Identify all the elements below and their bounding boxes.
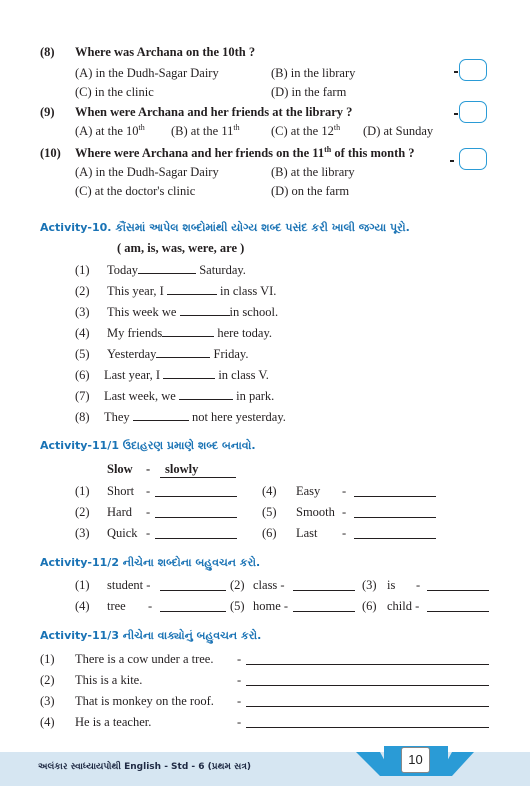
- a10-item-1: (1): [75, 263, 90, 277]
- a11-1-item-3-num: (3): [75, 526, 90, 540]
- a11-2-item-2-blank[interactable]: [293, 590, 355, 591]
- a11-1-item-5-word: Smooth: [296, 505, 335, 519]
- q10-text: Where were Archana and her friends on the 11th of this month ?: [75, 144, 415, 160]
- page-number: 10: [401, 747, 430, 773]
- dash: -: [342, 505, 347, 519]
- a11-1-example-word: Slow: [107, 462, 133, 476]
- a11-2-item-6-word: child -: [387, 599, 420, 613]
- a11-1-item-6-word: Last: [296, 526, 318, 540]
- q9-option-c: (C) at the 12th: [271, 122, 341, 138]
- a11-1-item-4-num: (4): [262, 484, 277, 498]
- activity10-title: Activity-10. કૌંસમાં આપેલ શબ્દોમાંથી યોગ્ય શબ્દ પસંદ કરી ખાલી જગ્યા પૂરો.: [40, 221, 410, 234]
- q8-option-b: (B) in the library: [271, 66, 356, 80]
- dash: -: [342, 526, 347, 540]
- blank[interactable]: [179, 389, 233, 400]
- a11-2-item-1-num: (1): [75, 578, 90, 592]
- a11-2-item-3-word: is: [387, 578, 396, 592]
- a11-2-item-4-num: (4): [75, 599, 90, 613]
- a11-2-item-4-blank[interactable]: [160, 611, 226, 612]
- activity11-1-title: Activity-11/1 ઉદાહરણ પ્રમાણે શબ્દ બનાવો.: [40, 439, 256, 452]
- footer-text: અલંકાર સ્વાધ્યાયપોથી English - Std - 6 (પ્રથમ સત્ર): [38, 762, 251, 772]
- a10-item-7: (7): [75, 389, 90, 403]
- a11-2-item-1-blank[interactable]: [160, 590, 226, 591]
- dash: -: [237, 715, 242, 729]
- a11-2-item-5-blank[interactable]: [293, 611, 355, 612]
- a11-2-item-3-blank[interactable]: [427, 590, 489, 591]
- a11-3-item-2-num: (2): [40, 673, 55, 687]
- q10-answer-box[interactable]: [459, 148, 487, 170]
- q8-answer-box[interactable]: [459, 59, 487, 81]
- blank[interactable]: [180, 305, 230, 316]
- blank[interactable]: [138, 263, 196, 274]
- a11-2-item-4-word: tree: [107, 599, 126, 613]
- a11-1-item-5-blank[interactable]: [354, 517, 436, 518]
- a11-3-item-2-text: This is a kite.: [75, 673, 143, 687]
- q8-option-d: (D) in the farm: [271, 85, 347, 99]
- q8-text: Where was Archana on the 10th ?: [75, 45, 256, 59]
- dash: -: [146, 526, 151, 540]
- a10-item-3: (3): [75, 305, 90, 319]
- activity11-2-title: Activity-11/2 નીચેના શબ્દોના બહુવચન કરો.: [40, 556, 261, 569]
- a11-3-item-3-text: That is monkey on the roof.: [75, 694, 214, 708]
- a11-2-item-5-word: home -: [253, 599, 289, 613]
- activity10-word-list: ( am, is, was, were, are ): [117, 241, 245, 255]
- dash: -: [146, 484, 151, 498]
- a11-3-item-3-blank[interactable]: [246, 706, 489, 707]
- q10-option-c: (C) at the doctor's clinic: [75, 184, 196, 198]
- a11-3-item-1-num: (1): [40, 652, 55, 666]
- q10-option-d: (D) on the farm: [271, 184, 350, 198]
- a11-3-item-4-text: He is a teacher.: [75, 715, 152, 729]
- a10-item-6: (6): [75, 368, 90, 382]
- dash: -: [342, 484, 347, 498]
- q9-option-d: (D) at Sunday: [363, 124, 434, 138]
- a11-1-item-5-num: (5): [262, 505, 277, 519]
- a10-item-4: (4): [75, 326, 90, 340]
- a10-item-2: (2): [75, 284, 90, 298]
- blank[interactable]: [133, 410, 189, 421]
- q10-option-b: (B) at the library: [271, 165, 355, 179]
- a11-1-item-2-word: Hard: [107, 505, 132, 519]
- a11-2-item-2-word: class -: [253, 578, 285, 592]
- a10-item-6-text: Last year, I in class V.: [104, 368, 269, 382]
- a11-3-item-3-num: (3): [40, 694, 55, 708]
- a11-1-item-2-blank[interactable]: [155, 517, 237, 518]
- a10-item-8: (8): [75, 410, 90, 424]
- a10-item-2-text: This year, I in class VI.: [107, 284, 277, 298]
- a11-1-example-answer: slowly: [160, 462, 236, 478]
- blank[interactable]: [163, 368, 215, 379]
- dash: -: [416, 578, 421, 592]
- a11-3-item-2-blank[interactable]: [246, 685, 489, 686]
- dash: -: [237, 673, 242, 687]
- a11-1-item-6-blank[interactable]: [354, 538, 436, 539]
- a11-3-item-1-text: There is a cow under a tree.: [75, 652, 214, 666]
- dash: -: [146, 505, 151, 519]
- a11-1-item-6-num: (6): [262, 526, 277, 540]
- a10-item-5-text: Yesterday Friday.: [107, 347, 249, 361]
- a11-2-item-5-num: (5): [230, 599, 245, 613]
- a10-item-5: (5): [75, 347, 90, 361]
- a11-1-item-1-num: (1): [75, 484, 90, 498]
- a11-1-item-1-word: Short: [107, 484, 135, 498]
- q10-dash: [450, 160, 454, 162]
- a11-2-item-6-num: (6): [362, 599, 377, 613]
- q9-answer-box[interactable]: [459, 101, 487, 123]
- a11-3-item-1-blank[interactable]: [246, 664, 489, 665]
- a11-2-item-6-blank[interactable]: [427, 611, 489, 612]
- a11-2-item-1-word: student -: [107, 578, 151, 592]
- a10-item-7-text: Last week, we in park.: [104, 389, 275, 403]
- a11-1-item-3-blank[interactable]: [155, 538, 237, 539]
- q9-option-a: (A) at the 10th: [75, 122, 145, 138]
- dash: -: [237, 652, 242, 666]
- a10-item-3-text: This week we in school.: [107, 305, 279, 319]
- a11-1-item-3-word: Quick: [107, 526, 138, 540]
- q8-option-c: (C) in the clinic: [75, 85, 154, 99]
- activity11-3-title: Activity-11/3 નીચેના વાક્યોનું બહુવચન કરો.: [40, 629, 262, 642]
- a10-item-1-text: Today Saturday.: [107, 263, 246, 277]
- a11-1-item-4-word: Easy: [296, 484, 321, 498]
- blank[interactable]: [162, 326, 214, 337]
- a11-3-item-4-num: (4): [40, 715, 55, 729]
- q8-number: (8): [40, 45, 55, 59]
- dash: -: [148, 599, 153, 613]
- blank[interactable]: [156, 347, 210, 358]
- a11-1-item-2-num: (2): [75, 505, 90, 519]
- q10-option-a: (A) in the Dudh-Sagar Dairy: [75, 165, 219, 179]
- a11-1-example-dash: -: [146, 462, 151, 476]
- q9-number: (9): [40, 105, 55, 119]
- a10-item-8-text: They not here yesterday.: [104, 410, 286, 424]
- q8-option-a: (A) in the Dudh-Sagar Dairy: [75, 66, 219, 80]
- a11-2-item-3-num: (3): [362, 578, 377, 592]
- a10-item-4-text: My friends here today.: [107, 326, 273, 340]
- q9-dash: [454, 113, 458, 115]
- q8-dash: [454, 71, 458, 73]
- a11-1-item-4-blank[interactable]: [354, 496, 436, 497]
- a11-3-item-4-blank[interactable]: [246, 727, 489, 728]
- blank[interactable]: [167, 284, 217, 295]
- q10-number: (10): [40, 146, 61, 160]
- a11-1-item-1-blank[interactable]: [155, 496, 237, 497]
- a11-2-item-2-num: (2): [230, 578, 245, 592]
- dash: -: [237, 694, 242, 708]
- q9-option-b: (B) at the 11th: [171, 122, 240, 138]
- q9-text: When were Archana and her friends at the library ?: [75, 105, 353, 119]
